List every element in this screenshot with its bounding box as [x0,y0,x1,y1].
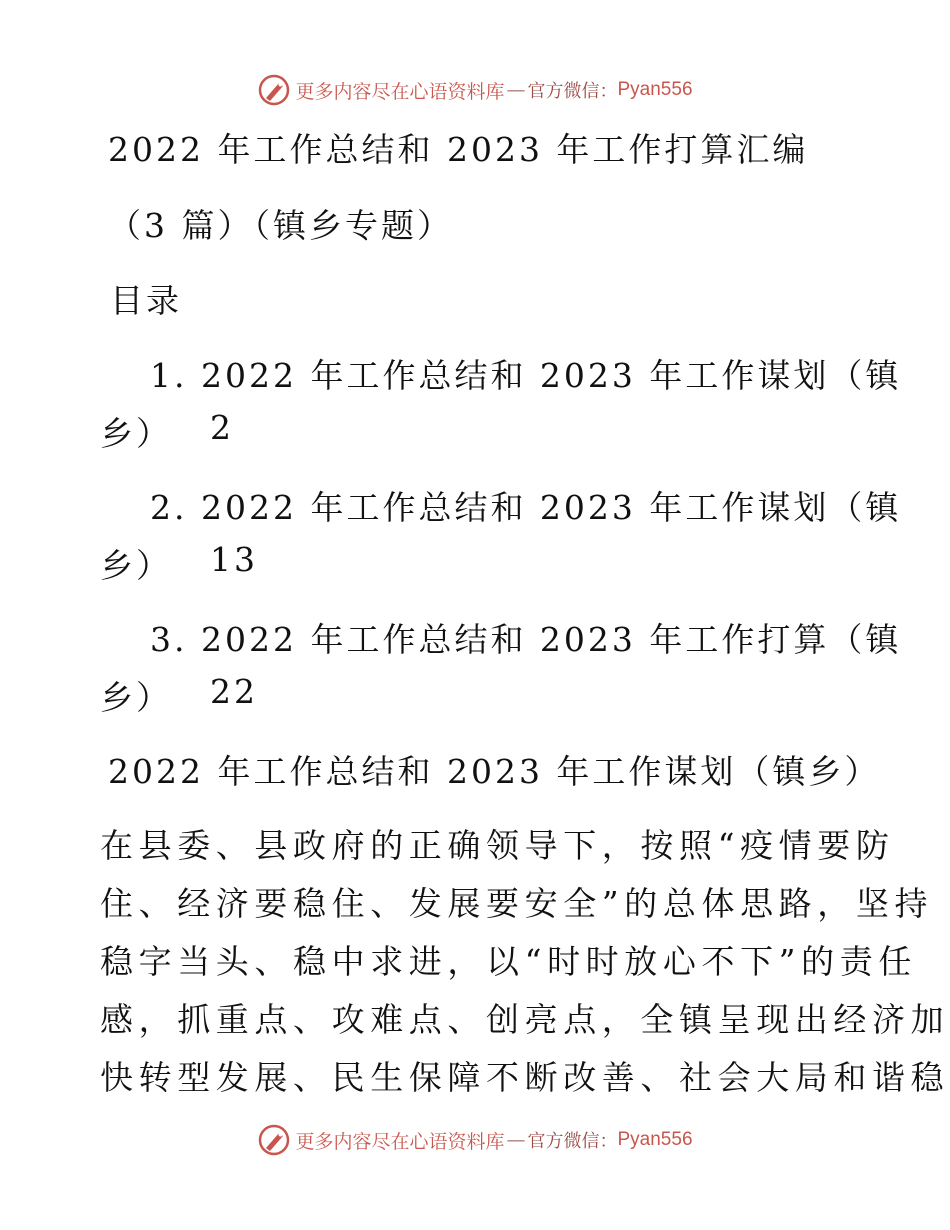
body-paragraph-line-2: 住、经济要稳住、发展要安全”的总体思路，坚持 [100,884,934,923]
section-title: 2022 年工作总结和 2023 年工作谋划（镇乡） [108,752,881,791]
toc-item-1-line-1[interactable]: 1. 2022 年工作总结和 2023 年工作谋划（镇 [150,356,902,395]
toc-item-3-line-1[interactable]: 3. 2022 年工作总结和 2023 年工作打算（镇 [150,620,902,659]
watermark-wechat-id: Pyan556 [617,1129,693,1150]
pen-logo-icon [257,1123,291,1157]
toc-item-2-line-2: 乡） [100,546,172,585]
watermark-bottom [0,1120,950,1160]
watermark-separator: — [506,1129,526,1151]
toc-item-2-page: 13 [210,540,258,579]
toc-item-3-line-2: 乡） [100,678,172,717]
watermark-main-text: 更多内容尽在心语资料库 [295,80,505,103]
body-paragraph-line-5: 快转型发展、民生保障不断改善、社会大局和谐稳 [100,1058,950,1097]
watermark-wechat-label: 官方微信： [527,81,618,102]
watermark-separator: — [506,79,526,101]
body-paragraph-line-4: 感，抓重点、攻难点、创亮点，全镇呈现出经济加 [100,1000,950,1039]
toc-heading: 目录 [110,281,182,320]
watermark-main-text: 更多内容尽在心语资料库 [295,1130,505,1153]
body-paragraph-line-3: 稳字当头、稳中求进，以“时时放心不下”的责任 [100,942,917,981]
toc-item-2-line-1[interactable]: 2. 2022 年工作总结和 2023 年工作谋划（镇 [150,488,902,527]
toc-item-1-page: 2 [210,408,234,447]
doc-title-line-2: （3 篇）（镇乡专题） [108,206,453,245]
toc-item-1-line-2: 乡） [100,414,172,453]
toc-item-3-page: 22 [210,672,258,711]
doc-title-line-1: 2022 年工作总结和 2023 年工作打算汇编 [108,130,809,169]
watermark-wechat-id: Pyan556 [617,79,693,100]
watermark-top [0,70,950,110]
watermark-wechat-label: 官方微信： [527,1131,618,1152]
pen-logo-icon [257,73,291,107]
body-paragraph-line-1: 在县委、县政府的正确领导下，按照“疫情要防 [100,826,895,865]
